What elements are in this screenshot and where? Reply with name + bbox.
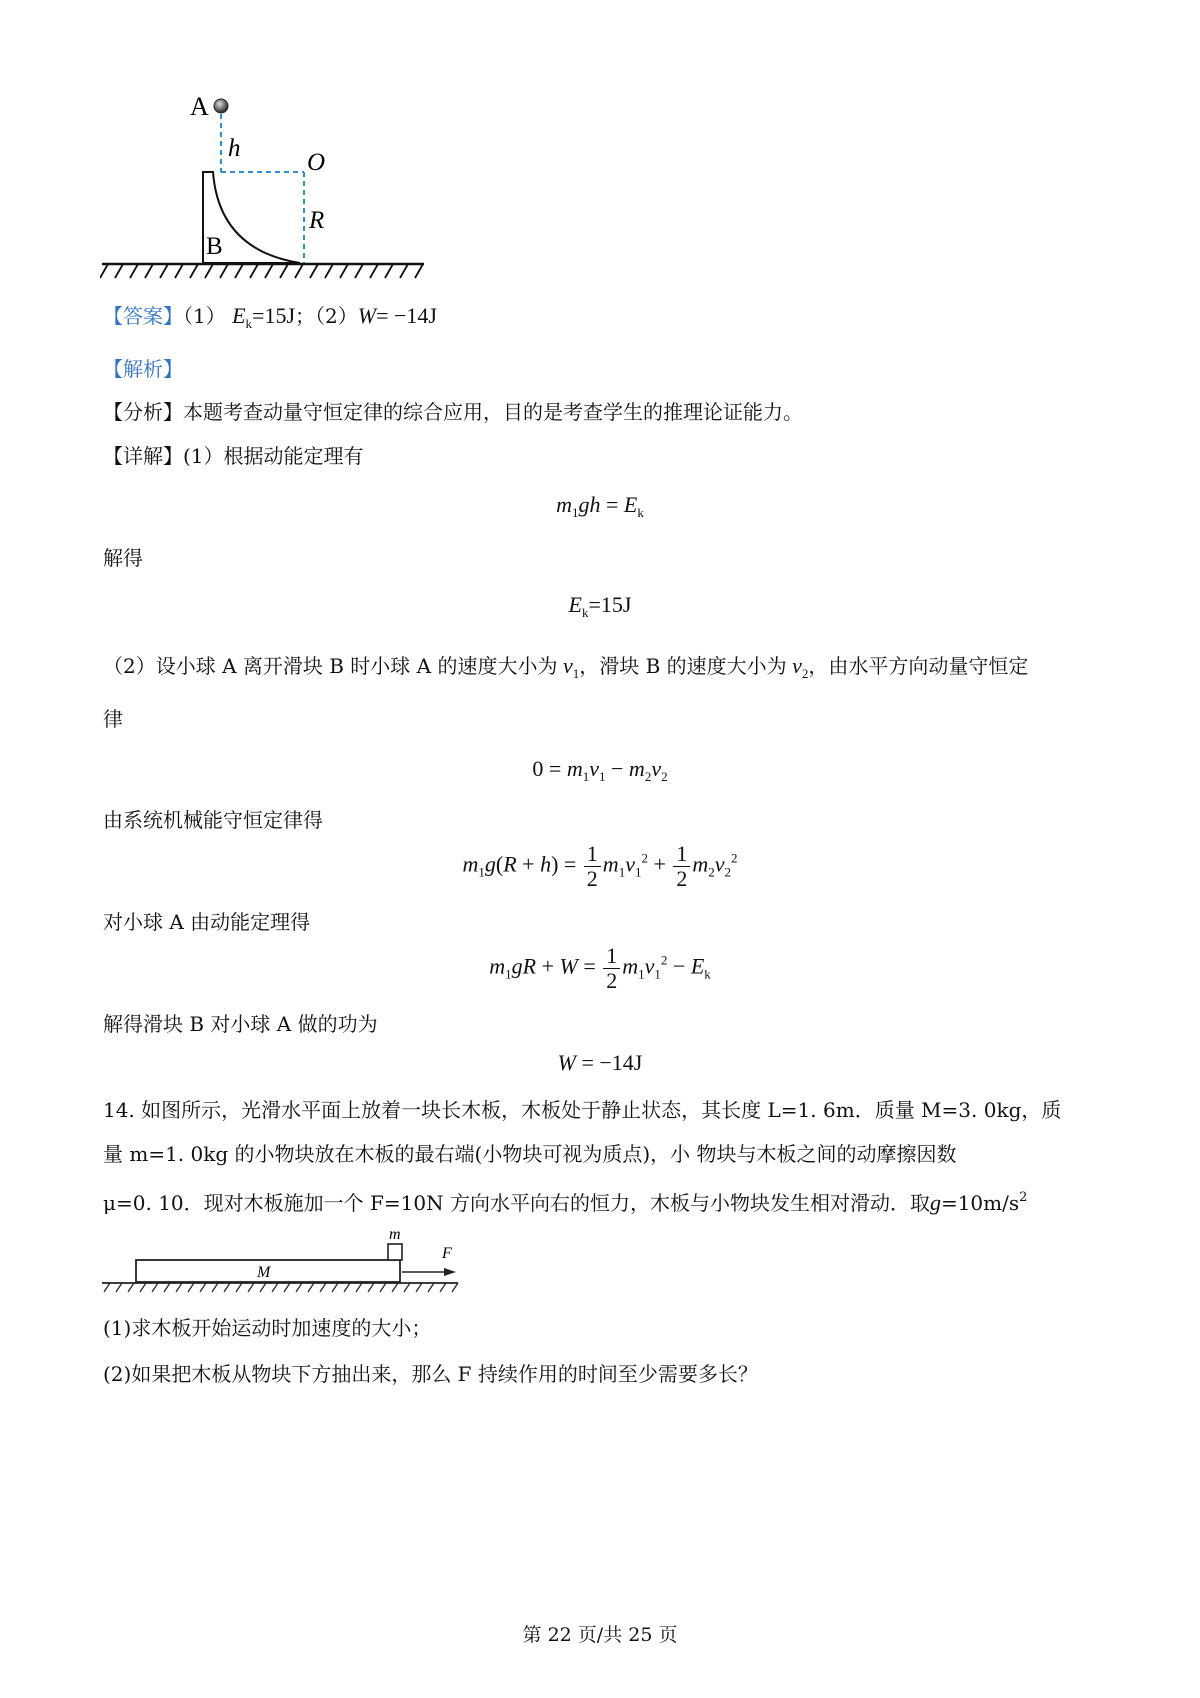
equation-ball-work: $m_1gR + W$ = $\frac{1}{2}$ $m_1v_1^2 - E_k$: [489, 943, 711, 993]
label-f: F: [442, 1245, 452, 1262]
work-result-label: 解得滑块 B 对小球 A 做的功为: [103, 1012, 378, 1036]
ball-theorem-label: 对小球 A 由动能定理得: [103, 910, 311, 934]
ball-a: [214, 99, 228, 113]
label-big-m: M: [257, 1264, 271, 1281]
label-a: A: [190, 92, 209, 121]
problem14-line2: 量 m=1. 0kg 的小物块放在木板的最右端(小物块可视为质点)，小 物块与木板之间的动摩擦因数: [103, 1142, 957, 1166]
figure-board-block: [100, 1226, 480, 1296]
equation-energy-conservation: $m_1g(R + h)$ = $\frac{1}{2}$ $m_1v_1^2$ + $\frac{1}{2}$ $m_2v_2^2$: [462, 841, 738, 891]
label-small-m: m: [389, 1226, 401, 1243]
analysis-tag: 【解析】: [103, 357, 183, 381]
analysis-paragraph: 【分析】本题考查动量守恒定律的综合应用，目的是考查学生的推理论证能力。: [103, 400, 803, 424]
question-1: (1)求木板开始运动时加速度的大小；: [103, 1316, 432, 1340]
equation-momentum: $0 = m_1v_1 - m_2v_2$: [532, 756, 668, 784]
label-h: h: [228, 135, 241, 162]
equation-ek-result: $E_k=15J$: [568, 592, 632, 620]
figure-ball-slope: [100, 90, 440, 285]
mech-energy-label: 由系统机械能守恒定律得: [103, 808, 323, 832]
label-b: B: [206, 233, 223, 260]
problem14-line1: 14. 如图所示，光滑水平面上放着一块长木板，木板处于静止状态，其长度 L=1. 6m．质量 M=3. 0kg，质: [103, 1098, 1062, 1122]
label-o: O: [307, 149, 326, 176]
solve-label: 解得: [103, 546, 143, 570]
page-footer: 第 22 页/共 25 页: [522, 1624, 678, 1646]
problem14-line3: μ=0. 10．现对木板施加一个 F=10N 方向水平向右的恒力，木板与小物块发生相对滑动．取$g=10m/s^2$: [103, 1190, 1028, 1215]
answer-tag: 【答案】: [103, 304, 183, 328]
detail-intro: 【详解】(1）根据动能定理有: [103, 444, 364, 468]
part2-line2: 律: [103, 707, 123, 731]
block-m: [388, 1244, 402, 1260]
answer-line: 【答案】（1） $E_k=15J$；（2）W= −14J: [103, 303, 437, 331]
question-2: (2)如果把木板从物块下方抽出来，那么 F 持续作用的时间至少需要多长？: [103, 1362, 758, 1386]
part2-paragraph: （2）设小球 A 离开滑块 B 时小球 A 的速度大小为 $v_1$，滑块 B 的速度大小为 $v_2$，由水平方向动量守恒定: [103, 653, 1029, 681]
equation-kinetic-theorem: $m_1gh = E_k$: [556, 492, 644, 520]
label-r: R: [309, 207, 325, 234]
equation-w-result: W = −14J: [557, 1050, 643, 1075]
